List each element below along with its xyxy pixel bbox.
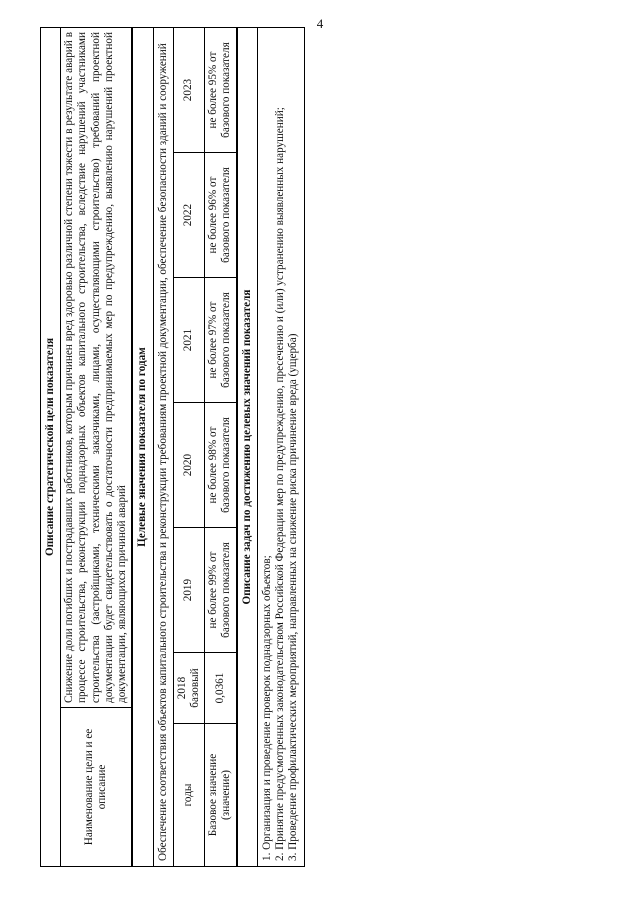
base-year-note: базовый	[188, 668, 201, 708]
year-cell: 2020	[173, 403, 204, 528]
goal-name-label: Наименование цели и ее описание	[61, 708, 132, 867]
target-value-cell: не более 96% от базового показателя	[205, 153, 236, 278]
page-number: 4	[316, 16, 324, 31]
task-item: 3. Проведение профилактических мероприятий, направленных на снижение риска причинение вреда (ущерба)	[287, 333, 300, 861]
values-row	[205, 28, 236, 867]
goal-section-title: Описание стратегической цели показателя	[41, 28, 61, 867]
goal-table	[40, 27, 132, 867]
target-section-title: Целевые значения показателя по годам	[133, 28, 153, 867]
base-year: 2018	[175, 676, 188, 700]
task-item: 1. Организация и проведение проверок поднадзорных объектов;	[260, 555, 273, 861]
target-value-cell: не более 99% от базового показателя	[205, 528, 236, 653]
year-cell: 2023	[173, 28, 204, 153]
tasks-table	[237, 27, 305, 867]
target-value-cell: не более 98% от базового показателя	[205, 403, 236, 528]
indicator-description: Обеспечение соответствия объектов капитального строительства и реконструкции требованиям проектной документации, обеспечение безопасности зданий и сооружений	[153, 28, 173, 867]
tasks-list	[257, 28, 304, 867]
year-cell: 2022	[173, 153, 204, 278]
year-cell: 2021	[173, 278, 204, 403]
year-cell: 2019	[173, 528, 204, 653]
goal-description: Снижение доли погибших и пострадавших работников, которым причинен вред здоровью различной степени тяжести в результате аварий в процессе строительства, реконструкции поднадзорных объектов капитального строительства, вследствие нарушений участниками строительства (застройщиками, техническими заказчиками, лицами, осуществляющими строительство) требований проектной документации будет свидетельствовать о достаточности предпринимаемых мер по предупреждению, выявлению нарушений проектной документации, являющихся причиной аварий	[61, 28, 132, 708]
tasks-section-title: Описание задач по достижению целевых значений показателя	[237, 28, 257, 867]
base-value-label: Базовое значение (значение)	[205, 723, 236, 866]
rotated-document	[40, 27, 600, 867]
task-item: 2. Принятие предусмотренных законодательством Российской Федерации мер по предупреждению, пресечению и (или) устранению выявленных нарушений;	[274, 107, 287, 861]
base-value: 0,0361	[205, 653, 236, 724]
target-value-cell: не более 97% от базового показателя	[205, 278, 236, 403]
years-row	[173, 28, 204, 867]
target-values-table	[132, 27, 236, 867]
target-value-cell: не более 95% от базового показателя	[205, 28, 236, 153]
years-label: годы	[173, 723, 204, 866]
base-year-cell	[173, 653, 204, 724]
